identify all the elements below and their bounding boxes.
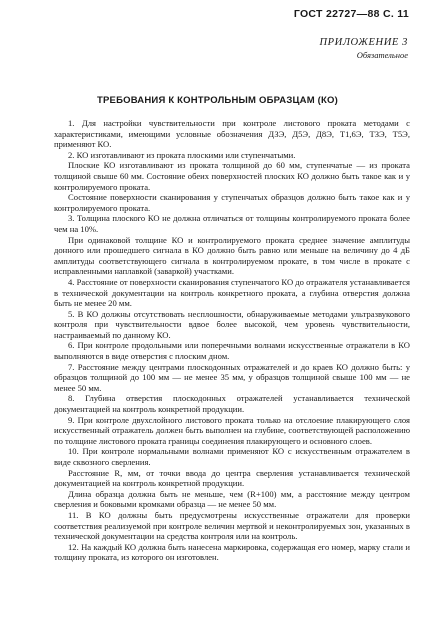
appendix-block xyxy=(319,37,408,60)
section-title: ТРЕБОВАНИЯ К КОНТРОЛЬНЫМ ОБРАЗЦАМ (КО) xyxy=(97,95,338,106)
paragraph: 6. При контроле продольными или поперечными волнами искусственные отражатели в КО выполняются в виде отверстия с плоским дном. xyxy=(54,340,410,362)
paragraph: 12. На каждый КО должна быть нанесена маркировка, содержащая его номер, марку стали и толщину проката, из которого он изготовлен. xyxy=(54,541,410,563)
paragraph: 5. В КО должны отсутствовать несплошности, обнаруживаемые методами ультразвукового контроля при чувствительности вдвое более высокой, чем уровень чувствительности, настраиваемый по данному КО. xyxy=(54,308,410,340)
paragraph: Плоские КО изготавливают из проката толщиной до 60 мм, ступенчатые — из проката толщиной свыше 60 мм. Состояние обеих поверхностей плоских КО должно быть такое как и у контролируемого проката. xyxy=(54,160,410,192)
paragraph: 7. Расстояние между центрами плоскодонных отражателей и до краев КО должно быть: у образцов толщиной до 100 мм — не менее 35 мм, у образцов толщиной свыше 100 мм — не менее 50 мм. xyxy=(54,361,410,393)
page-header-code: ГОСТ 22727—88 С. 11 xyxy=(293,8,409,20)
document-body xyxy=(54,118,410,563)
paragraph: 11. В КО должны быть предусмотрены искусственные отражатели для проверки соответствия реализуемой при контроле величин мертвой и неконтролируемых зон, указанных в технической документации на средства контроля или на контроль. xyxy=(54,509,410,542)
paragraph: 4. Расстояние от поверхности сканирования ступенчатого КО до отражателя устанавливается в технической документации на контроль конкретного проката, а глубина отверстия должна быть не менее 20 мм. xyxy=(54,276,410,309)
paragraph: Расстояние R, мм, от точки ввода до центра сверления устанавливается технической документацией на контроль конкретной продукции. xyxy=(54,467,410,489)
appendix-subtitle: Обязательное xyxy=(356,50,408,60)
paragraph: При одинаковой толщине КО и контролируемого проката среднее значение амплитуды донного или прошедшего сигнала в КО должно быть равно или меньше на величину до 4 дБ амплитуды соответствующего сигнала в контролируемом прокате, в том числе в прокате с исправленными наплавкой (заваркой) участками. xyxy=(54,234,410,277)
appendix-title: ПРИЛОЖЕНИЕ 3 xyxy=(319,37,408,48)
paragraph: 3. Толщина плоского КО не должна отличаться от толщины контролируемого проката более чем на 10%. xyxy=(54,213,410,234)
paragraph: 10. При контроле нормальными волнами применяют КО с искусственным отражателем в виде сквозного сверления. xyxy=(54,446,410,467)
paragraph: Длина образца должна быть не меньше, чем (R+100) мм, а расстояние между центром сверления и боковыми кромками образца — не менее 50 мм. xyxy=(54,488,410,510)
paragraph: 2. КО изготавливают из проката плоскими или ступенчатыми. xyxy=(68,149,296,160)
paragraph: 9. При контроле двухслойного листового проката только на отслоение плакирующего слоя искусственный отражатель должен быть выполнен на глубине, соответствующей расположению по толщине листового проката границы соединения плакирующего и основного слоев. xyxy=(54,414,410,446)
paragraph: 8. Глубина отверстия плоскодонных отражателей устанавливается технической документацией на контроль конкретной продукции. xyxy=(54,393,410,415)
paragraph: Состояние поверхности сканирования у ступенчатых образцов должно быть такое как и у контролируемого проката. xyxy=(54,192,410,213)
paragraph: 1. Для настройки чувствительности при контроле листового проката методами с характеристиками, имеющими условные обозначения ДЗЭ, Д5Э, Д8Э, Т1,6Э, ТЗЭ, Т5Э, применяют КО. xyxy=(54,118,410,150)
